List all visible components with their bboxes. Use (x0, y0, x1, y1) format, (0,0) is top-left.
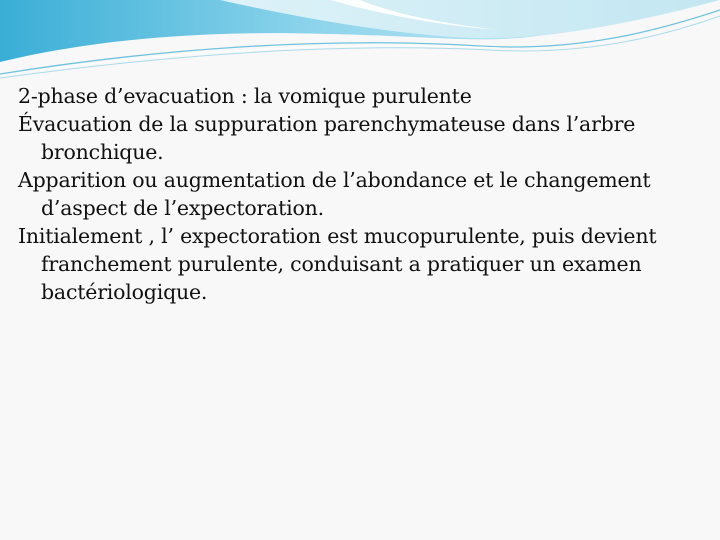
header-wave-decoration (0, 0, 720, 80)
paragraph-heading: 2-phase d’evacuation : la vomique purulente (18, 84, 472, 108)
paragraph: Évacuation de la suppuration parenchymateuse dans l’arbre bronchique. (18, 112, 636, 164)
paragraph: Apparition ou augmentation de l’abondance et le changement d’aspect de l’expectoration. (18, 168, 651, 220)
paragraph: Initialement , l’ expectoration est mucopurulente, puis devient franchement purulente, conduisant a pratiquer un examen bactériologique. (18, 224, 657, 304)
slide-body (18, 82, 708, 306)
